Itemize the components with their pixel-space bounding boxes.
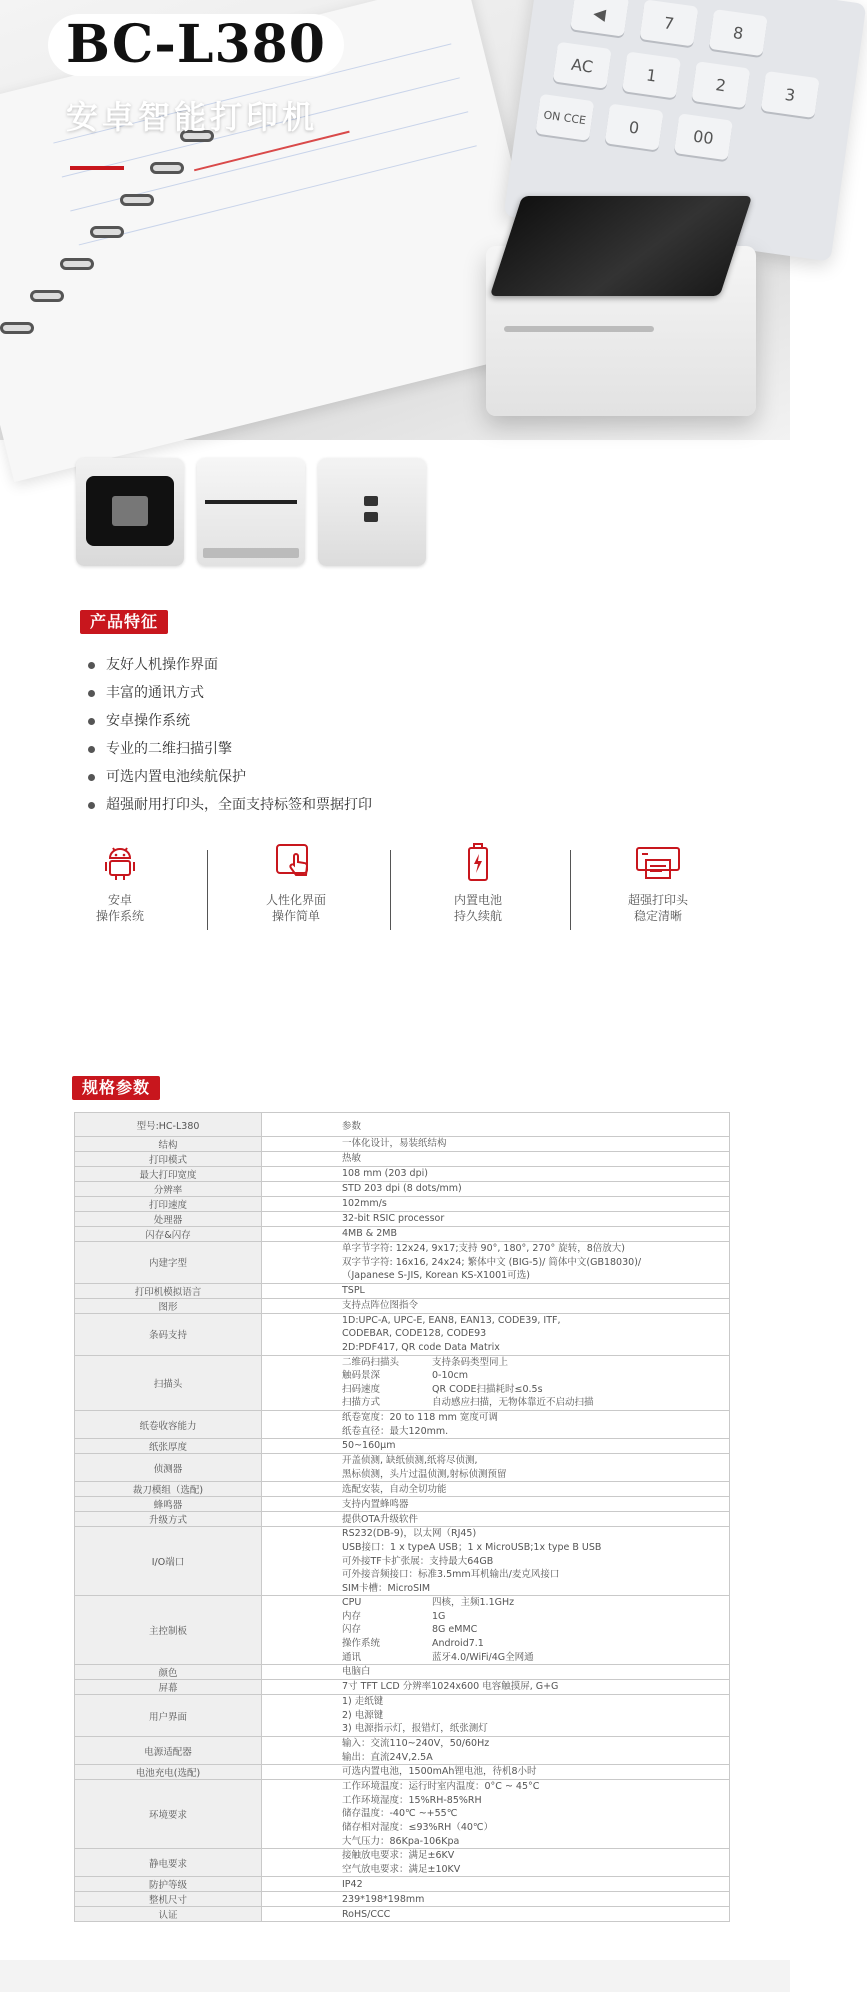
feature-interface: 人性化界面 操作简单 <box>226 836 366 936</box>
feature-battery: 内置电池 持久续航 <box>408 836 548 936</box>
printer-product-photo <box>486 196 768 436</box>
table-row <box>75 1113 730 1137</box>
feature-icons <box>50 836 750 936</box>
spec-value <box>262 1313 730 1355</box>
spec-key: 环境要求 <box>75 1780 262 1849</box>
table-row <box>75 1212 730 1227</box>
spec-value-line: 2) 电源键 <box>342 1709 384 1721</box>
table-row <box>75 1283 730 1298</box>
spec-value-line: 双字节字符: 16x16, 24x24; 繁体中文 (BIG-5)/ 简体中文(GB18030)/ <box>342 1256 642 1268</box>
spec-value <box>262 1892 730 1907</box>
spec-key: 打印模式 <box>75 1152 262 1167</box>
spec-value-line: 接触放电要求：满足±6KV <box>342 1850 455 1862</box>
spec-value <box>262 1596 730 1665</box>
list-item: 丰富的通讯方式 <box>86 679 586 707</box>
spec-value-line: TSPL <box>342 1284 365 1296</box>
spec-value <box>262 1167 730 1182</box>
table-row <box>75 1892 730 1907</box>
spec-value <box>262 1527 730 1596</box>
title-accent-bar <box>70 166 124 170</box>
spec-sub-value: 蓝牙4.0/WiFi/4G全网通 <box>432 1651 534 1663</box>
spec-key: 颜色 <box>75 1665 262 1680</box>
spec-key: 蜂鸣器 <box>75 1497 262 1512</box>
spec-sub-value: 1G <box>432 1610 446 1622</box>
spec-value <box>262 1680 730 1695</box>
spec-key: 打印机模拟语言 <box>75 1283 262 1298</box>
table-row <box>75 1242 730 1284</box>
spec-value-line: 选配安装，自动全切功能 <box>342 1483 447 1495</box>
spec-value-line: STD 203 dpi (8 dots/mm) <box>342 1183 462 1195</box>
spec-value <box>262 1907 730 1922</box>
spec-value-line: 工作环境湿度：15%RH-85%RH <box>342 1794 482 1806</box>
spec-key: 图形 <box>75 1298 262 1313</box>
spec-value-pair <box>342 1383 725 1397</box>
spec-value-line: 支持内置蜂鸣器 <box>342 1498 409 1510</box>
list-item: 专业的二维扫描引擎 <box>86 735 586 763</box>
table-row <box>75 1527 730 1596</box>
spec-value-line: USB接口：1 x typeA USB；1 x MicroUSB;1x type B USB <box>342 1541 602 1553</box>
spec-key: 裁刀模组（选配) <box>75 1482 262 1497</box>
notebook-spiral <box>0 120 240 360</box>
table-row <box>75 1907 730 1922</box>
table-row <box>75 1497 730 1512</box>
spec-value <box>262 1665 730 1680</box>
table-row <box>75 1454 730 1482</box>
spec-value-line: （Japanese S-JIS, Korean KS-X1001可选) <box>342 1270 530 1282</box>
spec-value-line: 单字节字符: 12x24, 9x17;支持 90°, 180°, 270° 旋转，8倍放大) <box>342 1243 625 1254</box>
spec-sub-key: CPU <box>342 1597 362 1609</box>
table-row <box>75 1482 730 1497</box>
spec-value-pair <box>342 1369 725 1383</box>
spec-value-line: RS232(DB-9)，以太网（RJ45) <box>342 1528 477 1540</box>
spec-sub-key: 闪存 <box>342 1624 362 1636</box>
spec-value <box>262 1454 730 1482</box>
feature-print-head: 超强打印头 稳定清晰 <box>588 836 728 936</box>
spec-value <box>262 1780 730 1849</box>
spec-value <box>262 1355 730 1410</box>
spec-key: 认证 <box>75 1907 262 1922</box>
table-row <box>75 1737 730 1765</box>
feature-list <box>86 651 586 819</box>
spec-key: 条码支持 <box>75 1313 262 1355</box>
spec-sub-key: 通讯 <box>342 1651 362 1663</box>
spec-value-line: 纸卷直径：最大120mm. <box>342 1425 449 1437</box>
spec-value <box>262 1695 730 1737</box>
list-item: 安卓操作系统 <box>86 707 586 735</box>
table-row <box>75 1596 730 1665</box>
spec-value-line: 提供OTA升级软件 <box>342 1513 419 1525</box>
spec-value-pair <box>342 1610 725 1624</box>
spec-value-line: 一体化设计，易装纸结构 <box>342 1138 447 1150</box>
table-row <box>75 1695 730 1737</box>
spec-value <box>262 1182 730 1197</box>
spec-value-line: 50~160μm <box>342 1440 396 1452</box>
spec-key: 纸张厚度 <box>75 1439 262 1454</box>
spec-key: 升级方式 <box>75 1512 262 1527</box>
spec-value-pair <box>342 1651 725 1665</box>
spec-key: 电源适配器 <box>75 1737 262 1765</box>
spec-key: I/O端口 <box>75 1527 262 1596</box>
spec-value-line: 4MB & 2MB <box>342 1228 397 1240</box>
spec-value-line: 热敏 <box>342 1153 362 1165</box>
spec-value-line: 1D:UPC-A, UPC-E, EAN8, EAN13, CODE39, ITF, <box>342 1314 561 1326</box>
spec-value-line: 开盖侦测, 缺纸侦测,纸将尽侦测, <box>342 1455 478 1467</box>
table-row <box>75 1765 730 1780</box>
feature-android: 安卓 操作系统 <box>50 836 190 936</box>
divider <box>207 850 208 930</box>
table-row <box>75 1227 730 1242</box>
table-row <box>75 1410 730 1438</box>
spec-value <box>262 1439 730 1454</box>
spec-value-line: 空气放电要求：满足±10KV <box>342 1863 461 1875</box>
spec-sub-value: 支持条码类型同上 <box>432 1356 509 1368</box>
spec-key: 分辨率 <box>75 1182 262 1197</box>
spec-value-line: 纸卷宽度：20 to 118 mm 宽度可调 <box>342 1411 498 1423</box>
table-row <box>75 1137 730 1152</box>
spec-heading: 规格参数 <box>72 1076 160 1100</box>
spec-value-line: 108 mm (203 dpi) <box>342 1168 428 1180</box>
list-item: 可选内置电池续航保护 <box>86 763 586 791</box>
model-title: BC-L380 <box>48 14 344 76</box>
spec-sub-key: 二维码扫描头 <box>342 1356 400 1368</box>
spec-value <box>262 1482 730 1497</box>
spec-value <box>262 1410 730 1438</box>
spec-sub-value: 0-10cm <box>432 1370 469 1382</box>
spec-value: 参数 <box>262 1113 730 1137</box>
spec-value-line: 大气压力：86Kpa-106Kpa <box>342 1835 460 1847</box>
spec-sub-key: 内存 <box>342 1610 362 1622</box>
print-head-icon <box>634 842 682 882</box>
table-row <box>75 1512 730 1527</box>
spec-value <box>262 1765 730 1780</box>
detail-thumbnails <box>76 458 436 566</box>
spec-value-line: 储存相对湿度：≤93%RH（40℃） <box>342 1822 494 1833</box>
spec-value-line: 可选内置电池，1500mAh锂电池，待机8小时 <box>342 1766 537 1778</box>
list-item: 友好人机操作界面 <box>86 651 586 679</box>
spec-value-pair <box>342 1637 725 1651</box>
spec-key: 屏幕 <box>75 1680 262 1695</box>
table-row <box>75 1849 730 1877</box>
list-item: 超强耐用打印头，全面支持标签和票据打印 <box>86 791 586 819</box>
spec-key: 静电要求 <box>75 1849 262 1877</box>
spec-value-line: 1) 走纸键 <box>342 1696 384 1708</box>
spec-sub-key: 操作系统 <box>342 1638 381 1650</box>
spec-key: 最大打印宽度 <box>75 1167 262 1182</box>
spec-value <box>262 1152 730 1167</box>
spec-value-line: 102mm/s <box>342 1198 387 1210</box>
spec-value <box>262 1512 730 1527</box>
spec-sub-value: QR CODE扫描耗时≤0.5s <box>432 1383 543 1395</box>
spec-key: 整机尺寸 <box>75 1892 262 1907</box>
spec-value-pair <box>342 1396 725 1410</box>
spec-value-line: 2D:PDF417, QR code Data Matrix <box>342 1341 500 1353</box>
spec-value <box>262 1137 730 1152</box>
table-row <box>75 1665 730 1680</box>
spec-value <box>262 1849 730 1877</box>
spec-value-line: 储存温度：-40℃ ~+55℃ <box>342 1808 458 1820</box>
spec-value-pair <box>342 1596 725 1610</box>
spec-key: 结构 <box>75 1137 262 1152</box>
table-row <box>75 1780 730 1849</box>
spec-key: 主控制板 <box>75 1596 262 1665</box>
spec-value-line: 支持点阵位图指令 <box>342 1299 419 1311</box>
spec-value-line: 输出：直流24V,2.5A <box>342 1751 433 1763</box>
spec-value-pair <box>342 1623 725 1637</box>
table-row <box>75 1313 730 1355</box>
thumbnail-buttons[interactable] <box>318 458 426 566</box>
spec-value <box>262 1227 730 1242</box>
spec-value <box>262 1737 730 1765</box>
spec-value-line: 可外接音频接口：标准3.5mm耳机输出/麦克风接口 <box>342 1569 560 1581</box>
spec-key: 型号:HC-L380 <box>75 1113 262 1137</box>
table-row <box>75 1298 730 1313</box>
table-row <box>75 1152 730 1167</box>
spec-sub-value: Android7.1 <box>432 1638 484 1650</box>
spec-value <box>262 1212 730 1227</box>
spec-value-line: 电脑白 <box>342 1666 371 1678</box>
spec-sub-key: 扫描方式 <box>342 1397 381 1409</box>
spec-value-line: 可外接TF卡扩张展：支持最大64GB <box>342 1555 494 1567</box>
spec-sub-value: 自动感应扫描，无物体靠近不启动扫描 <box>432 1397 594 1409</box>
spec-value <box>262 1283 730 1298</box>
divider <box>390 850 391 930</box>
spec-value-line: RoHS/CCC <box>342 1908 391 1920</box>
spec-key: 闪存&闪存 <box>75 1227 262 1242</box>
spec-value <box>262 1497 730 1512</box>
spec-key: 扫描头 <box>75 1355 262 1410</box>
spec-value <box>262 1197 730 1212</box>
spec-value-line: 3) 电源指示灯，报错灯，纸张测灯 <box>342 1723 488 1735</box>
spec-value <box>262 1242 730 1284</box>
spec-key: 防护等级 <box>75 1877 262 1892</box>
spec-key: 侦测器 <box>75 1454 262 1482</box>
spec-sub-value: 四核，主频1.1GHz <box>432 1597 515 1609</box>
table-row <box>75 1167 730 1182</box>
spec-value-line: SIM卡槽：MicroSIM <box>342 1582 431 1594</box>
table-row <box>75 1877 730 1892</box>
spec-value-line: CODEBAR, CODE128, CODE93 <box>342 1328 487 1340</box>
table-row <box>75 1197 730 1212</box>
spec-value <box>262 1877 730 1892</box>
spec-value-line: IP42 <box>342 1878 363 1890</box>
hero-banner <box>0 0 797 440</box>
spec-value-line: 输入：交流110~240V，50/60Hz <box>342 1738 490 1750</box>
spec-value-line: 黑标侦测，头片过温侦测,射标侦测预留 <box>342 1468 507 1480</box>
footer-band <box>0 1960 790 1992</box>
spec-sub-key: 扫码速度 <box>342 1383 381 1395</box>
divider <box>570 850 571 930</box>
spec-key: 纸卷收容能力 <box>75 1410 262 1438</box>
features-heading: 产品特征 <box>80 610 168 634</box>
table-row <box>75 1182 730 1197</box>
spec-value <box>262 1298 730 1313</box>
spec-key: 用户界面 <box>75 1695 262 1737</box>
thumbnail-scanner[interactable] <box>76 458 184 566</box>
spec-key: 内建字型 <box>75 1242 262 1284</box>
table-row <box>75 1439 730 1454</box>
thumbnail-paper-slot[interactable] <box>197 458 305 566</box>
spec-table <box>74 1112 730 1922</box>
spec-value-line: 32-bit RSIC processor <box>342 1213 445 1225</box>
spec-value-pair <box>342 1356 725 1370</box>
touch-screen-icon <box>274 842 318 882</box>
spec-key: 打印速度 <box>75 1197 262 1212</box>
product-subtitle: 安卓智能打印机 <box>66 98 319 136</box>
spec-key: 电池充电(选配) <box>75 1765 262 1780</box>
calculator-photo: ◀ 7 8 AC 1 2 ON CCE 0 00 3 <box>504 0 867 262</box>
battery-icon <box>466 842 490 882</box>
spec-value-line: 239*198*198mm <box>342 1893 425 1905</box>
spec-sub-key: 触码景深 <box>342 1370 381 1382</box>
spec-sub-value: 8G eMMC <box>432 1624 478 1636</box>
spec-key: 处理器 <box>75 1212 262 1227</box>
spec-value-line: 工作环境温度：运行时室内温度：0°C ~ 45°C <box>342 1781 540 1793</box>
table-row <box>75 1355 730 1410</box>
android-icon <box>103 842 137 882</box>
spec-value-line: 7寸 TFT LCD 分辨率1024x600 电容触摸屏, G+G <box>342 1681 559 1693</box>
table-row <box>75 1680 730 1695</box>
